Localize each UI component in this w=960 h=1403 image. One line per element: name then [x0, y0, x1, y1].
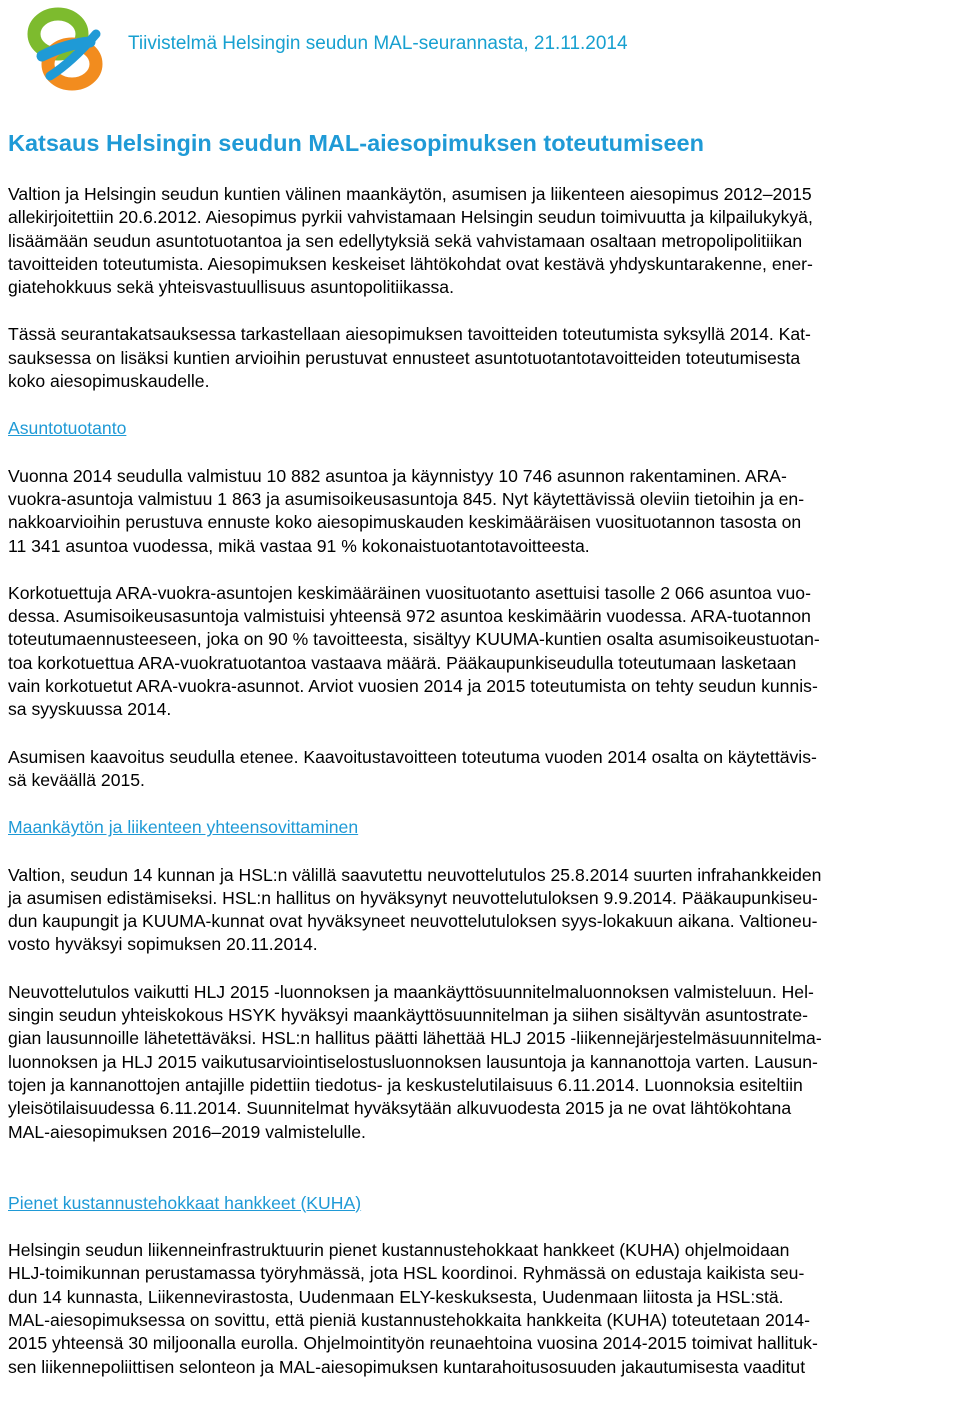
- text-line: Helsingin seudun liikenneinfrastruktuurin pienet kustannustehokkaat hankkeet (KUHA) ohjelmoidaan: [8, 1240, 790, 1261]
- text-line: Valtion ja Helsingin seudun kuntien välinen maankäytön, asumisen ja liikenteen aiesopimus 2012–2015: [8, 184, 812, 204]
- text-line: 11 341 asuntoa vuodessa, mikä vastaa 91 % kokonaistuotantotavoitteesta.: [8, 535, 590, 556]
- text-line: gian lausunnoille lähetettäväksi. HSL:n hallitus päätti lähettää HLJ 2015 -liikennejärjestelmäsuunnitelma-: [8, 1028, 822, 1049]
- text-line: Vuonna 2014 seudulla valmistuu 10 882 asuntoa ja käynnistyy 10 746 asunnon rakentaminen. ARA-: [8, 465, 787, 486]
- text-line: HLJ-toimikunnan perustamassa työryhmässä, jota HSL koordinoi. Ryhmässä on edustaja kaikista seu-: [8, 1263, 805, 1284]
- section-paragraph: [8, 1239, 958, 1379]
- intro-paragraph: [8, 183, 958, 299]
- section-paragraph: [8, 582, 958, 722]
- text-line: vain korkotuetut ARA-vuokra-asunnot. Arviot vuosien 2014 ja 2015 toteutumista on tehty seudun kunnis-: [8, 676, 818, 697]
- text-line: MAL-aiesopimuksessa on sovittu, että pieniä kustannustehokkaita hankkeita (KUHA) toteutetaan 2014-: [8, 1309, 810, 1330]
- review-paragraph: [8, 323, 958, 393]
- document-title: Katsaus Helsingin seudun MAL-aiesopimuksen toteutumiseen: [8, 130, 704, 156]
- text-line: vosto hyväksyi sopimuksen 20.11.2014.: [8, 934, 318, 955]
- text-line: Asumisen kaavoitus seudulla etenee. Kaavoitustavoitteen toteutuma vuoden 2014 osalta on käytettävis-: [8, 746, 817, 767]
- text-line: Neuvottelutulos vaikutti HLJ 2015 -luonnoksen ja maankäyttösuunnitelmaluonnoksen valmisteluun. Hel-: [8, 981, 814, 1002]
- text-line: 2015 yhteensä 30 miljoonalla eurolla. Ohjelmointityön reunaehtoina vuosina 2014-2015 toimivat hallituk-: [8, 1333, 818, 1354]
- text-line: toa korkotuettua ARA-vuokratuotantoa vastaava määrä. Pääkaupunkiseudulla toteutumaan lasketaan: [8, 652, 797, 673]
- section-paragraph: [8, 981, 958, 1144]
- text-line: giatehokkuus sekä yhteisvastuullisuus asuntopolitiikassa.: [8, 277, 454, 298]
- header-title: Tiivistelmä Helsingin seudun MAL-seurannasta, 21.11.2014: [128, 33, 628, 54]
- document-body: [8, 183, 958, 1403]
- text-line: tavoitteiden toteutumista. Aiesopimuksen keskeiset lähtökohdat ovat kestävä yhdyskuntarakenne, ener-: [8, 253, 813, 274]
- section-heading-maankaytto-link[interactable]: Maankäytön ja liikenteen yhteensovittaminen: [8, 817, 359, 838]
- text-line: ja asumisen edistämiseksi. HSL:n hallitus on hyväksynyt neuvottelutuloksen 9.9.2014. Pääkaupunkiseu-: [8, 887, 818, 908]
- text-line: Valtion, seudun 14 kunnan ja HSL:n välillä saavutettu neuvottelutulos 25.8.2014 suurten infrahankkeiden: [8, 864, 822, 885]
- section-paragraph: [8, 864, 958, 957]
- text-line: Korkotuettuja ARA-vuokra-asuntojen keskimääräinen vuosituotanto asettuisi tasolle 2 066 asuntoa vuo-: [8, 582, 811, 603]
- text-line: koko aiesopimuskaudelle.: [8, 371, 210, 392]
- text-line: vuokra-asuntoja valmistuu 1 863 ja asumisoikeusasuntoja 845. Nyt käytettävissä oleviin tietoihin ja en-: [8, 488, 805, 509]
- section-heading-kuha-link[interactable]: Pienet kustannustehokkaat hankkeet (KUHA): [8, 1192, 362, 1213]
- text-line: dun 14 kunnasta, Liikennevirastosta, Uudenmaan ELY-keskuksesta, Uudenmaan liitosta ja HSL:stä.: [8, 1286, 784, 1307]
- section-heading-asuntotuotanto-link[interactable]: Asuntotuotanto: [8, 418, 127, 439]
- text-line: dun kaupungit ja KUUMA-kunnat ovat hyväksyneet neuvottelutuloksen syys-lokakuun aikana. Valtioneu-: [8, 911, 818, 932]
- text-line: sä keväällä 2015.: [8, 769, 145, 790]
- text-line: MAL-aiesopimuksen 2016–2019 valmistelulle.: [8, 1121, 366, 1142]
- text-line: toteutumaennusteeseen, joka on 90 % tavoitteesta, sisältyy KUUMA-kuntien osalta asumisoikeustuotan-: [8, 629, 820, 650]
- text-line: nakkoarvioihin perustuva ennuste koko aiesopimuskauden keskimääräisen vuosituotannon tasosta on: [8, 512, 802, 533]
- text-line: tojen ja kannanottojen antajille pidettiin tiedotus- ja keskustelutilaisuus 6.11.2014. Luonnoksia esiteltiin: [8, 1074, 803, 1095]
- text-line: lisäämään seudun asuntotuotantoa ja sen edellytyksiä sekä vahvistamaan osaltaan metropolipolitiikan: [8, 230, 803, 251]
- text-line: sa syyskuussa 2014.: [8, 699, 172, 720]
- mal-logo-icon: [20, 4, 112, 96]
- section-paragraph: [8, 465, 958, 558]
- text-line: yleisötilaisuudessa 6.11.2014. Suunnitelmat hyväksytään alkuvuodesta 2015 ja ne ovat lähtökohtana: [8, 1098, 792, 1119]
- text-line: dessa. Asumisoikeusasuntoja valmistuisi yhteensä 972 asuntoa keskimäärin vuodessa. ARA-tuotannon: [8, 606, 811, 627]
- text-line: singin seudun yhteiskokous HSYK hyväksyi maankäyttösuunnitelman ja siihen sisältyvän asuntostrate-: [8, 1005, 808, 1026]
- section-paragraph: [8, 746, 958, 793]
- text-line: Tässä seurantakatsauksessa tarkastellaan aiesopimuksen tavoitteiden toteutumista syksyllä 2014. Kat-: [8, 324, 811, 345]
- text-line: allekirjoitettiin 20.6.2012. Aiesopimus pyrkii vahvistamaan Helsingin seudun toimivuutta ja kilpailukykyä,: [8, 207, 813, 228]
- text-line: sauksessa on lisäksi kuntien arvioihin perustuvat ennusteet asuntotuotantotavoitteiden toteutumisesta: [8, 347, 801, 368]
- text-line: luonnoksen ja HLJ 2015 vaikutusarviointiselostusluonnoksen lausuntoja ja kannanottoja varten. Lausun-: [8, 1051, 818, 1072]
- text-line: sen liikennepoliittisen selonteon ja MAL-aiesopimuksen kuntarahoitusosuuden jakautumisesta vaaditut: [8, 1356, 806, 1377]
